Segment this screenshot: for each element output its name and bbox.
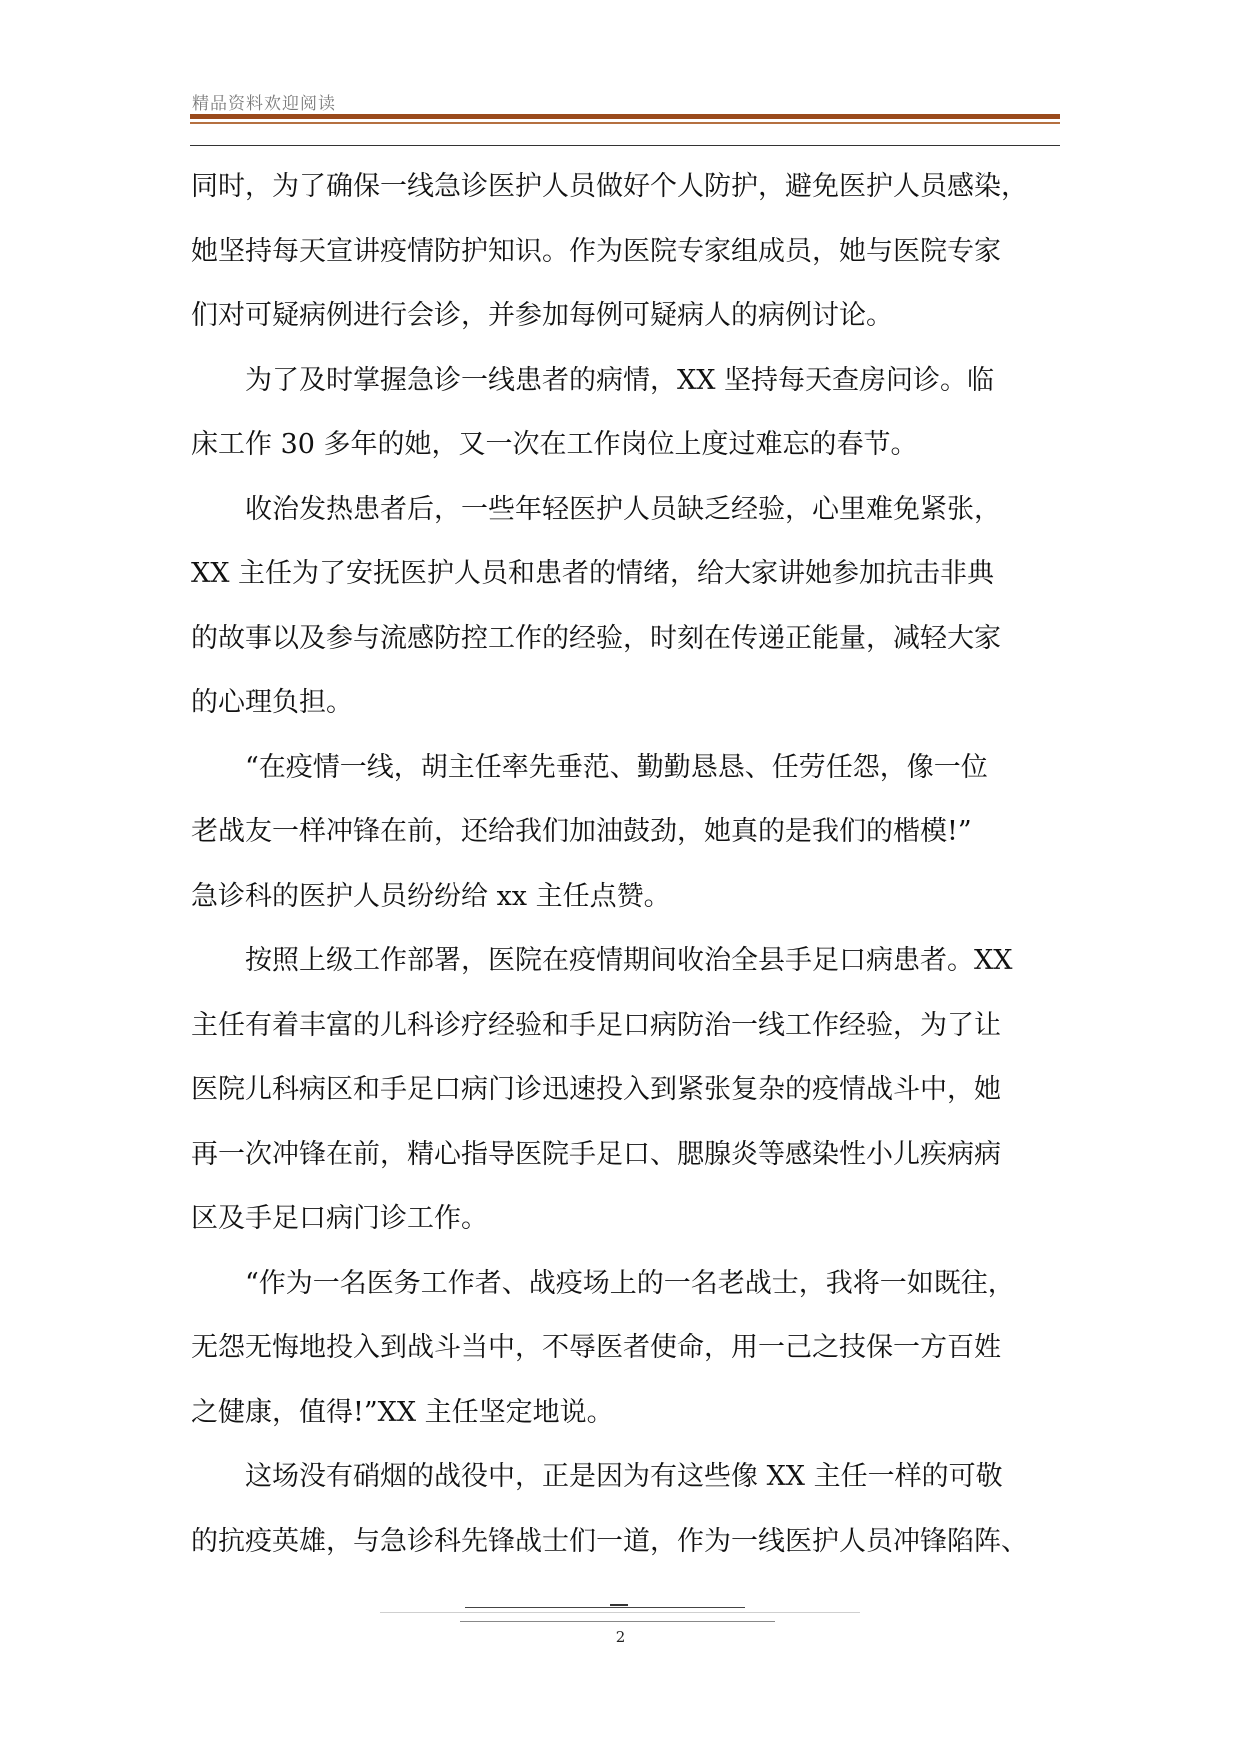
page-number: 2	[615, 1628, 626, 1646]
text-line: 的心理负担。	[191, 687, 353, 718]
header-rule	[190, 114, 1060, 119]
text-line: 主任有着丰富的儿科诊疗经验和手足口病防治一线工作经验，为了让	[191, 1009, 1001, 1041]
text-line: 无怨无悔地投入到战斗当中，不辱医者使命，用一己之技保一方百姓	[191, 1332, 1001, 1363]
text-line: 收治发热患者后，一些年轻医护人员缺乏经验，心里难免紧张，	[245, 493, 1001, 525]
text-line: 再一次冲锋在前，精心指导医院手足口、腮腺炎等感染性小儿疾病病	[191, 1138, 1001, 1170]
text-line: 医院儿科病区和手足口病门诊迅速投入到紧张复杂的疫情战斗中，她	[191, 1074, 1001, 1105]
text-line: 老战友一样冲锋在前，还给我们加油鼓劲，她真的是我们的楷模!”	[191, 816, 972, 847]
text-line: “作为一名医务工作者、战疫场上的一名老战士，我将一如既往，	[245, 1267, 1015, 1299]
text-line: 按照上级工作部署，医院在疫情期间收治全县手足口病患者。XX	[245, 945, 1013, 976]
header-rule-thin	[190, 122, 1060, 124]
document-body	[191, 155, 1071, 1574]
text-line: 床工作 30 多年的她，又一次在工作岗位上度过难忘的春节。	[191, 429, 918, 460]
text-line: 急诊科的医护人员纷纷给 xx 主任点赞。	[191, 880, 671, 912]
text-line: 之健康，值得!”XX 主任坚定地说。	[191, 1396, 614, 1428]
footer-rule-faint	[380, 1612, 860, 1613]
text-line: 区及手足口病门诊工作。	[191, 1203, 488, 1234]
text-line: 的抗疫英雄，与急诊科先锋战士们一道，作为一线医护人员冲锋陷阵、	[191, 1525, 1028, 1557]
text-line: XX 主任为了安抚医护人员和患者的情绪，给大家讲她参加抗击非典	[191, 558, 995, 589]
text-line: “在疫情一线，胡主任率先垂范、勤勤恳恳、任劳任怨，像一位	[245, 751, 988, 783]
footer-rule-lower	[460, 1621, 775, 1622]
text-line: 她坚持每天宣讲疫情防护知识。作为医院专家组成员，她与医院专家	[191, 235, 1001, 267]
footer-rule	[465, 1607, 745, 1608]
content-top-rule	[190, 145, 1060, 146]
text-line: 同时，为了确保一线急诊医护人员做好个人防护，避免医护人员感染，	[191, 171, 1028, 202]
text-line: 们对可疑病例进行会诊，并参加每例可疑病人的病例讨论。	[191, 300, 893, 331]
text-line: 为了及时掌握急诊一线患者的病情，XX 坚持每天查房问诊。临	[245, 364, 995, 396]
header-title: 精品资料欢迎阅读	[192, 94, 336, 114]
footer-mark	[610, 1604, 628, 1606]
text-line: 的故事以及参与流感防控工作的经验，时刻在传递正能量，减轻大家	[191, 622, 1001, 654]
text-line: 这场没有硝烟的战役中，正是因为有这些像 XX 主任一样的可敬	[245, 1461, 1003, 1492]
